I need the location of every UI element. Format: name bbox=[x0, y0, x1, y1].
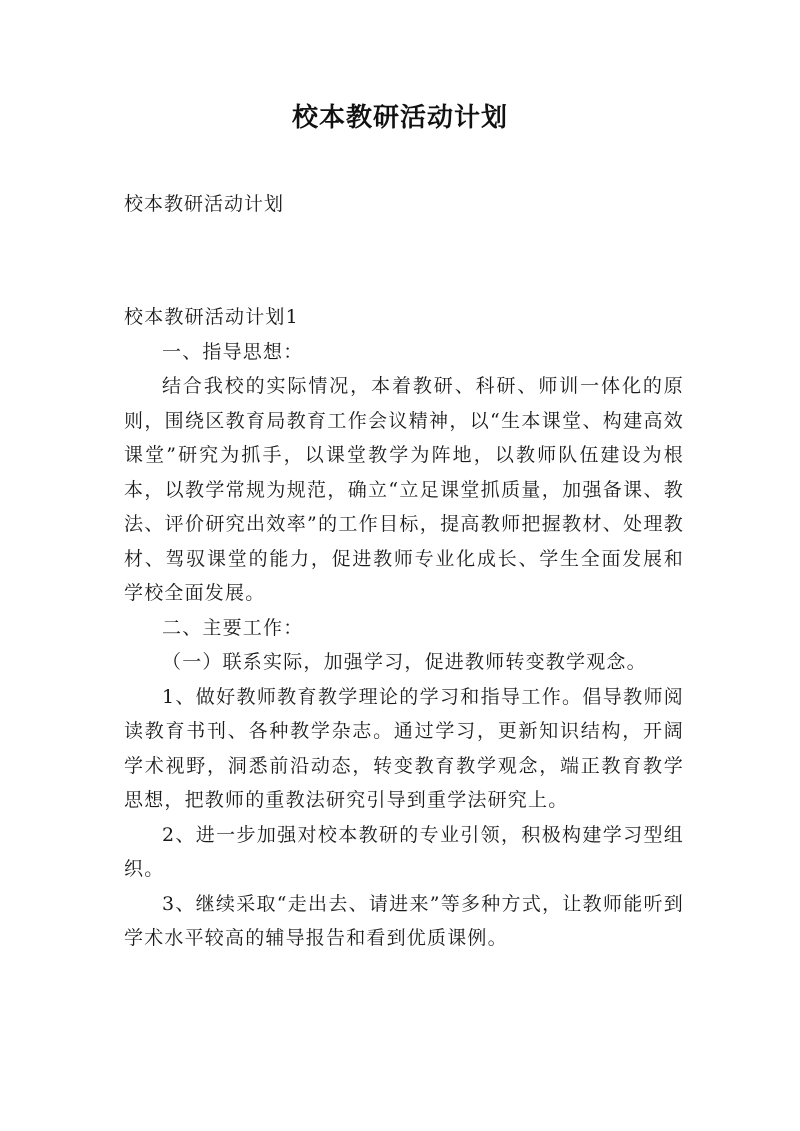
paragraph: 1、做好教师教育教学理论的学习和指导工作。倡导教师阅读教育书刊、各种教学杂志。通过学习，更新知识结构，开阔学术视野，洞悉前沿动态，转变教育教学观念，端正教育教学思想，把教师的重教法研究引导到重学法研究上。 bbox=[124, 685, 684, 811]
paragraph: （一）联系实际，加强学习，促进教师转变教学观念。 bbox=[162, 651, 647, 673]
paragraph: 2、进一步加强对校本教研的专业引领，积极构建学习型组织。 bbox=[124, 823, 684, 880]
document-body bbox=[124, 300, 684, 956]
document-title: 校本教研活动计划 bbox=[291, 103, 508, 133]
subsection-heading-guiding: 一、指导思想： bbox=[162, 340, 304, 363]
paragraph: 结合我校的实际情况，本着教研、科研、师训一体化的原则，围绕区教育局教育工作会议精神，以“生本课堂、构建高效课堂”研究为抓手，以课堂教学为阵地，以教师队伍建设为根本，以教学常规为规范，确立“立足课堂抓质量，加强备课、教法、评价研究出效率”的工作目标，提高教师把握教材、处理教材、驾驭课堂的能力，促进教师专业化成长、学生全面发展和学校全面发展。 bbox=[124, 375, 684, 604]
section-heading: 校本教研活动计划1 bbox=[124, 306, 299, 328]
subsection-heading-main-work: 二、主要工作： bbox=[162, 616, 304, 639]
document-subtitle: 校本教研活动计划 bbox=[124, 193, 285, 215]
paragraph: 3、继续采取“走出去、请进来”等多种方式，让教师能听到学术水平较高的辅导报告和看到优质课例。 bbox=[124, 892, 684, 949]
